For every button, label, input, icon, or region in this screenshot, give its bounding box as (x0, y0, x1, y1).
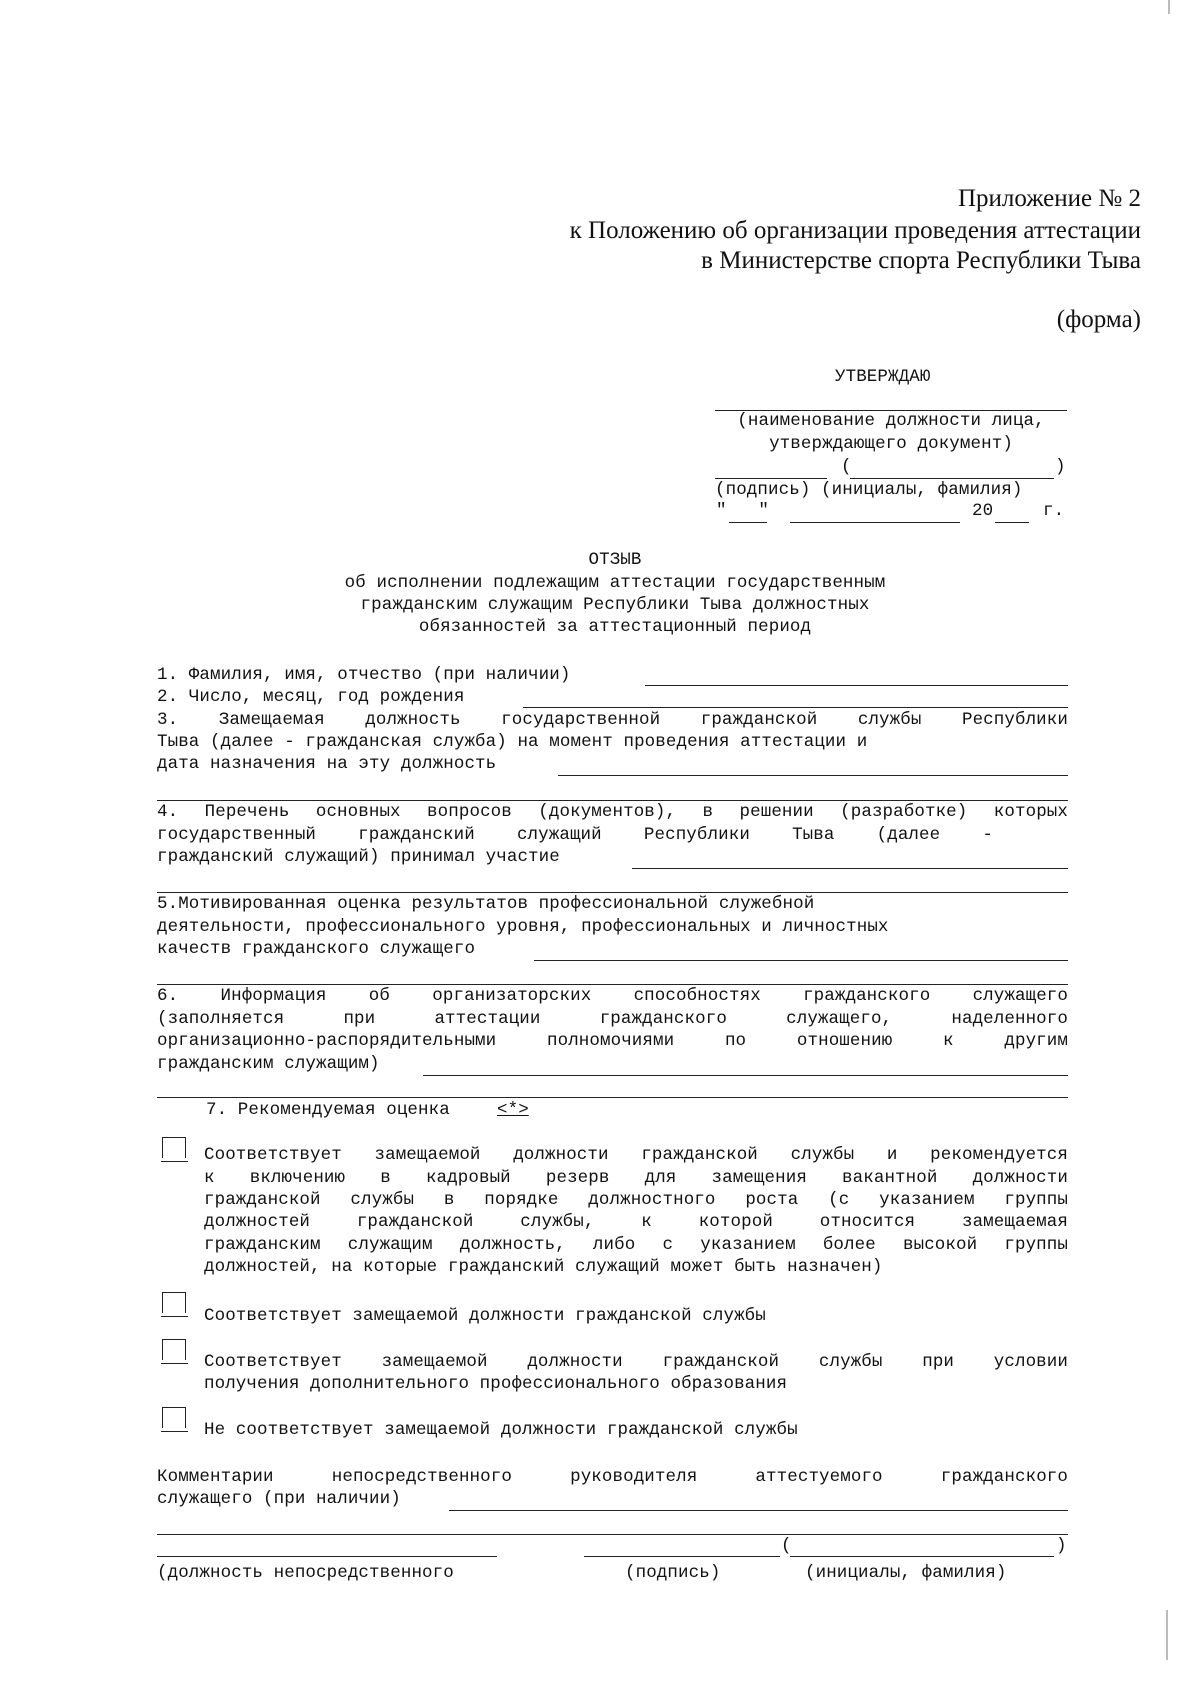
approval-position-caption-1: (наименование должности лица, (737, 411, 1045, 431)
comments-fill-line-2 (157, 1534, 1068, 1535)
approval-year-suffix: г. (1043, 501, 1065, 521)
appendix-ministry: в Министерстве спорта Республики Тыва (701, 247, 1141, 274)
item-1-fill-line (645, 685, 1068, 686)
item-5-line-1: 5.Мотивированная оценка результатов профессиональной служебной (157, 894, 815, 914)
item-4-line-3: гражданский служащий) принимал участие (157, 847, 560, 867)
item-6-line-3: организационно-распорядительными полномочиями по отношению к другим (157, 1031, 1068, 1051)
item-6-line-2: (заполняется при аттестации гражданского служащего, наделенного (157, 1009, 1068, 1029)
supervisor-paren-open: ( (781, 1536, 792, 1556)
approval-signature-caption: (подпись) (инициалы, фамилия) (715, 480, 1023, 500)
item-3-line-1: 3. Замещаемая должность государственной гражданской службы Республики (157, 710, 1068, 730)
option-1-line-3: гражданской службы в порядке должностного роста (с указанием группы (204, 1190, 1068, 1210)
item-7-footnote-ref: <*> (497, 1100, 529, 1120)
approval-title: УТВЕРЖДАЮ (835, 367, 931, 387)
review-title: ОТЗЫВ (588, 550, 642, 570)
item-4-fill-line (632, 868, 1068, 869)
approval-paren-close: ) (1055, 457, 1066, 477)
item-4-line-2: государственный гражданский служащий Республики Тыва (далее - (157, 825, 993, 845)
supervisor-name-line (790, 1556, 1054, 1557)
appendix-number: Приложение № 2 (957, 185, 1141, 212)
option-4-checkbox[interactable] (162, 1407, 186, 1428)
item-6-line-1: 6. Информация об организаторских способностях гражданского служащего (157, 986, 1068, 1006)
option-1-line-5: гражданским служащим должность, либо с указанием более высокой группы (204, 1235, 1068, 1255)
appendix-regulation: к Положению об организации проведения аттестации (569, 217, 1141, 244)
item-7-label: 7. Рекомендуемая оценка (206, 1100, 450, 1120)
approval-position-caption-2: утверждающего документ) (769, 434, 1013, 454)
review-subtitle-2: гражданским служащим Республики Тыва должностных (360, 595, 870, 615)
item-3-line-3: дата назначения на эту должность (157, 754, 497, 774)
item-1-label: 1. Фамилия, имя, отчество (при наличии) (157, 665, 571, 685)
supervisor-name-caption: (инициалы, фамилия) (805, 1563, 1007, 1583)
review-subtitle-3: обязанностей за аттестационный период (418, 617, 812, 637)
comments-line-2: служащего (при наличии) (157, 1489, 401, 1509)
supervisor-signature-caption: (подпись) (625, 1563, 721, 1583)
option-4-label: Не соответствует замещаемой должности гражданской службы (204, 1420, 798, 1440)
approval-paren-open: ( (841, 457, 852, 477)
item-3-fill-line (558, 775, 1068, 776)
item-5-line-2: деятельности, профессионального уровня, профессиональных и личностных (157, 917, 889, 937)
item-2-label: 2. Число, месяц, год рождения (157, 687, 465, 707)
item-2-fill-line (523, 707, 1068, 708)
item-6-fill-line-2 (157, 1097, 1068, 1098)
comments-line-1: Комментарии непосредственного руководителя аттестуемого гражданского (157, 1467, 1068, 1487)
item-5-line-3: качеств гражданского служащего (157, 939, 476, 959)
option-1-line-2: к включению в кадровый резерв для замещения вакантной должности (204, 1168, 1068, 1188)
option-2-label: Соответствует замещаемой должности гражданской службы (204, 1306, 766, 1326)
form-label: (форма) (1056, 306, 1141, 333)
item-3-line-2: Тыва (далее - гражданская служба) на момент проведения аттестации и (157, 732, 868, 752)
supervisor-signature-line (584, 1556, 780, 1557)
option-3-checkbox[interactable] (162, 1339, 186, 1360)
approval-year-prefix: 20 (972, 501, 994, 521)
supervisor-position-line (157, 1556, 497, 1557)
option-1-line-4: должностей гражданской службы, к которой относится замещаемая (204, 1212, 1068, 1232)
supervisor-position-caption: (должность непосредственного (157, 1563, 454, 1583)
option-3-line-1: Соответствует замещаемой должности гражданской службы при условии (204, 1352, 1068, 1372)
option-1-checkbox[interactable] (162, 1137, 186, 1158)
approval-date-quotes: " " (716, 501, 770, 521)
approval-year-line (995, 522, 1029, 523)
review-subtitle-1: об исполнении подлежащим аттестации государственным (344, 573, 886, 593)
item-4-line-1: 4. Перечень основных вопросов (документов), в решении (разработке) которых (157, 802, 1068, 822)
option-1-line-6: должностей, на которые гражданский служащий может быть назначен) (204, 1257, 883, 1277)
option-1-line-1: Соответствует замещаемой должности гражданской службы и рекомендуется (204, 1145, 1068, 1165)
item-6-line-4: гражданским служащим) (157, 1054, 380, 1074)
approval-day-line (729, 522, 767, 523)
supervisor-paren-close: ) (1056, 1536, 1067, 1556)
approval-month-line (790, 522, 960, 523)
scan-edge-mark (1166, 1610, 1168, 1660)
item-6-fill-line (423, 1075, 1068, 1076)
option-2-checkbox[interactable] (162, 1292, 186, 1313)
scan-edge-mark (1168, 0, 1170, 14)
item-5-fill-line (534, 960, 1068, 961)
comments-fill-line (449, 1510, 1068, 1511)
option-3-line-2: получения дополнительного профессионального образования (204, 1374, 788, 1394)
